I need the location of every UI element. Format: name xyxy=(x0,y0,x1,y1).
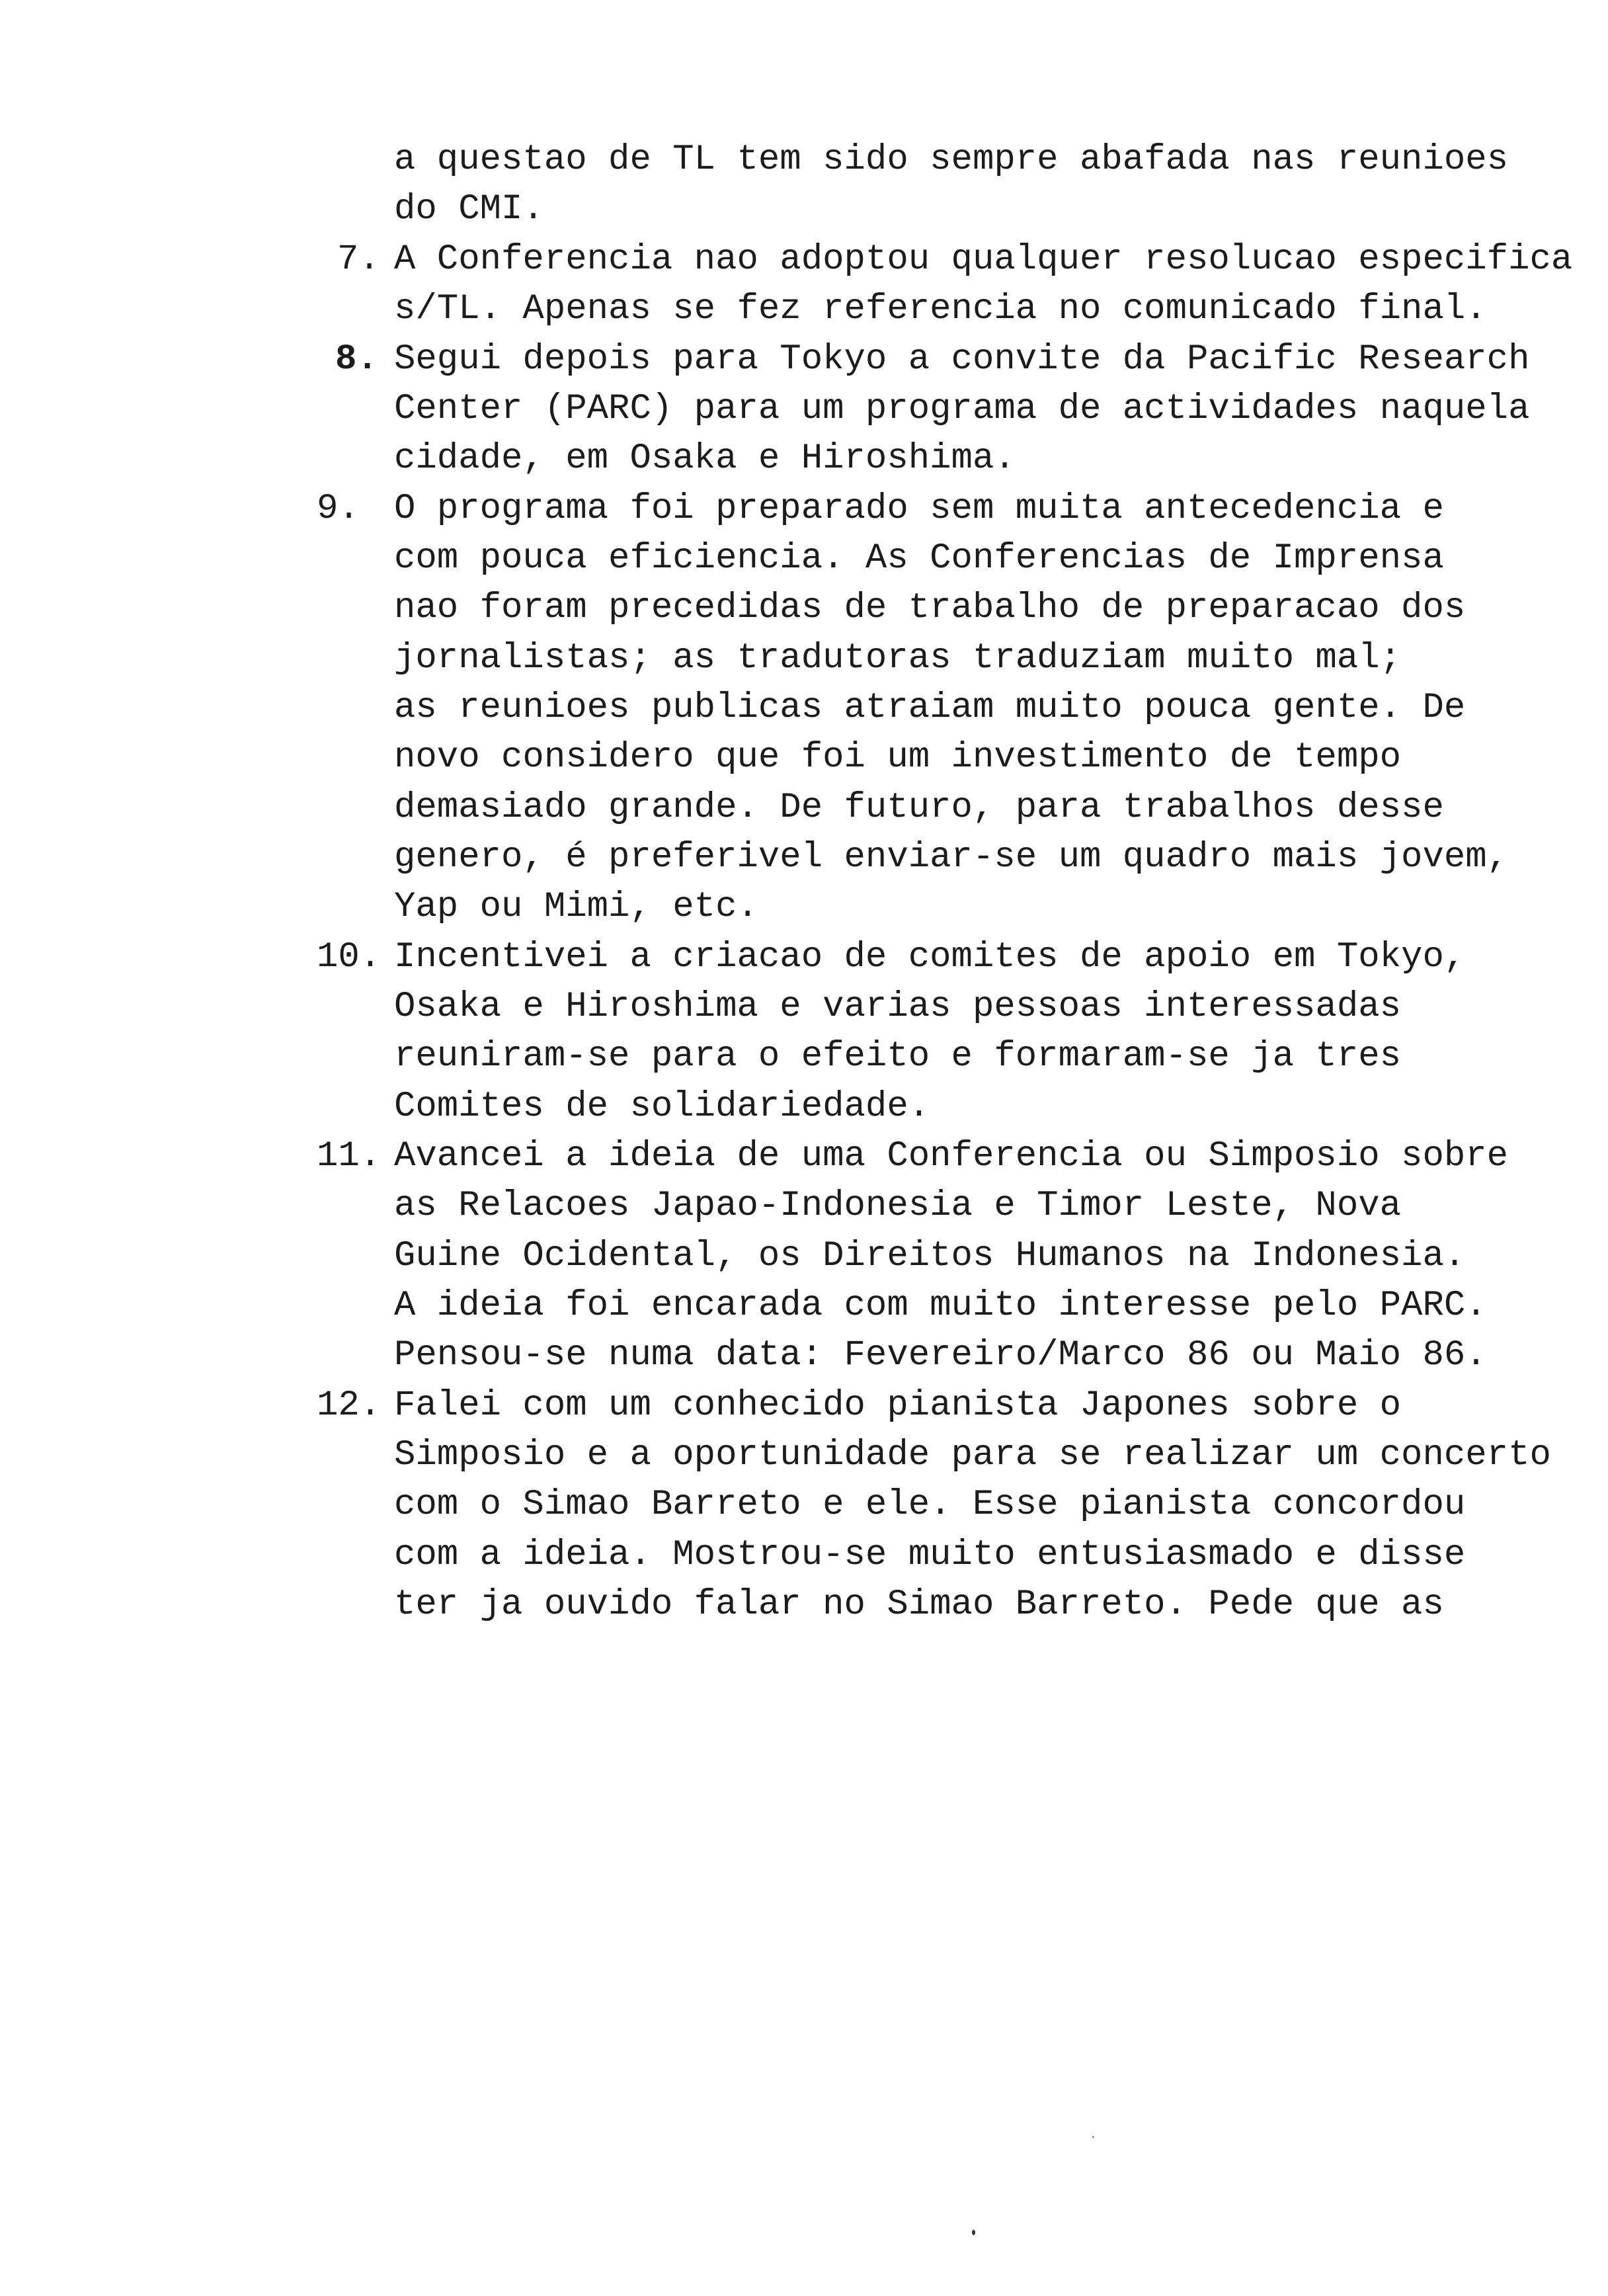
item-9-line: novo considero que foi um investimento de tempo xyxy=(394,737,1402,778)
item-10-line: Incentivei a criacao de comites de apoio em Tokyo, xyxy=(394,937,1466,977)
item-10-line: Comites de solidariedade. xyxy=(394,1086,930,1127)
item-7-line: A Conferencia nao adoptou qualquer resolucao especifica xyxy=(394,239,1573,280)
item-9-line: com pouca eficiencia. As Conferencias de Imprensa xyxy=(394,538,1444,579)
item-9-line: nao foram precedidas de trabalho de preparacao dos xyxy=(394,588,1466,628)
continuation-line: do CMI. xyxy=(394,189,544,229)
item-9-line: as reunioes publicas atraiam muito pouca gente. De xyxy=(394,688,1466,728)
item-9-line: demasiado grande. De futuro, para trabalhos desse xyxy=(394,788,1444,828)
item-number-11: 11. xyxy=(317,1136,382,1176)
item-number-9: 9. xyxy=(317,489,360,529)
item-number-8: 8. xyxy=(335,339,378,380)
item-12-line: ter ja ouvido falar no Simao Barreto. Pede que as xyxy=(394,1584,1444,1625)
item-12-line: com a ideia. Mostrou-se muito entusiasmado e disse xyxy=(394,1535,1466,1575)
item-11-line: Guine Ocidental, os Direitos Humanos na Indonesia. xyxy=(394,1236,1466,1276)
item-8-line: cidade, em Osaka e Hiroshima. xyxy=(394,438,1016,479)
item-10-line: reuniram-se para o efeito e formaram-se ja tres xyxy=(394,1036,1402,1077)
item-number-12: 12. xyxy=(317,1385,382,1426)
item-8-line: Center (PARC) para um programa de actividades naquela xyxy=(394,389,1530,429)
item-number-10: 10. xyxy=(317,937,382,977)
item-12-line: com o Simao Barreto e ele. Esse pianista concordou xyxy=(394,1485,1466,1525)
item-7-line: s/TL. Apenas se fez referencia no comunicado final. xyxy=(394,289,1487,329)
scan-speck xyxy=(972,2230,975,2235)
item-number-7: 7. xyxy=(337,239,380,280)
item-9-line: Yap ou Mimi, etc. xyxy=(394,887,758,927)
item-11-line: as Relacoes Japao-Indonesia e Timor Leste, Nova xyxy=(394,1186,1402,1226)
item-9-line: O programa foi preparado sem muita antecedencia e xyxy=(394,489,1444,529)
item-11-line: Avancei a ideia de uma Conferencia ou Simposio sobre xyxy=(394,1136,1509,1176)
item-12-line: Falei com um conhecido pianista Japones sobre o xyxy=(394,1385,1402,1426)
item-9-line: jornalistas; as tradutoras traduziam muito mal; xyxy=(394,638,1402,678)
item-11-line: A ideia foi encarada com muito interesse pelo PARC. xyxy=(394,1286,1487,1326)
item-10-line: Osaka e Hiroshima e varias pessoas interessadas xyxy=(394,987,1402,1027)
item-12-line: Simposio e a oportunidade para se realizar um concerto xyxy=(394,1435,1551,1475)
item-8-line: Segui depois para Tokyo a convite da Pacific Research xyxy=(394,339,1530,380)
scan-speck xyxy=(1092,2136,1094,2138)
item-11-line: Pensou-se numa data: Fevereiro/Marco 86 ou Maio 86. xyxy=(394,1335,1487,1375)
item-9-line: genero, é preferivel enviar-se um quadro mais jovem, xyxy=(394,837,1509,878)
continuation-line: a questao de TL tem sido sempre abafada nas reunioes xyxy=(394,140,1509,180)
